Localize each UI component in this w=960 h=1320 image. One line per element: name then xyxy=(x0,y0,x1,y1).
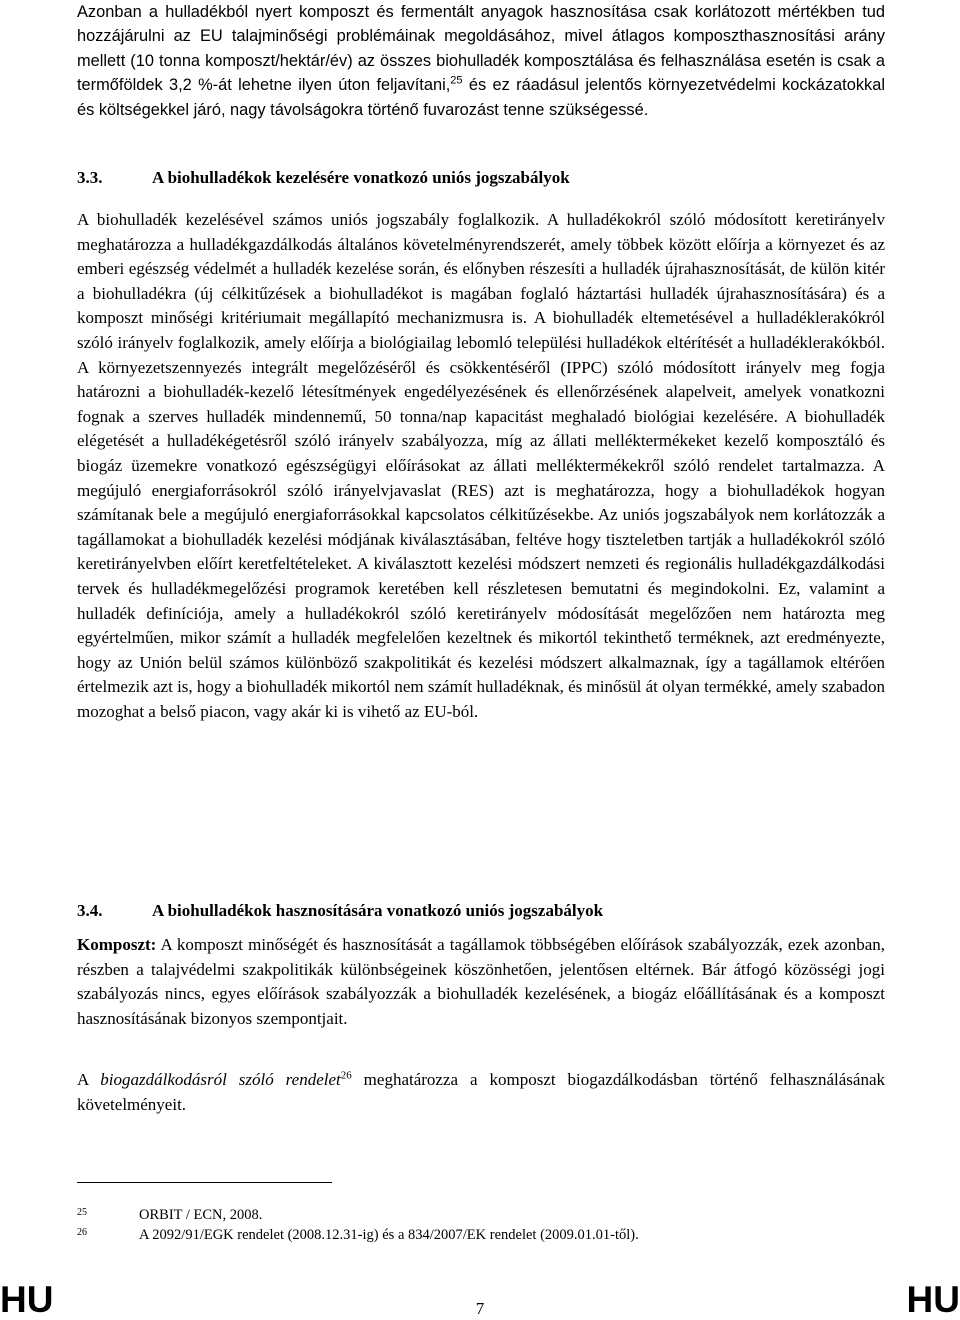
section-3-3-heading xyxy=(77,166,885,190)
footnote-ref-25[interactable]: 25 xyxy=(450,74,463,87)
footnote-25-text: ORBIT / ECN, 2008. xyxy=(139,1207,263,1223)
komposzt-paragraph xyxy=(77,933,885,1031)
section-3-3-number: 3.3. xyxy=(77,168,103,187)
footnote-ref-26[interactable]: 26 xyxy=(340,1069,352,1082)
intro-paragraph xyxy=(77,0,885,122)
footnote-25 xyxy=(77,1206,262,1224)
footnote-divider xyxy=(77,1182,332,1183)
section-3-4-title: A biohulladékok hasznosítására vonatkozó uniós jogszabályok xyxy=(152,901,604,920)
section-3-4-number: 3.4. xyxy=(77,901,103,920)
intro-text-part1: Azonban a hulladékból nyert komposzt és fermentált anyagok hasznosítása csak korlátozott mértékben tud hozzájárulni az EU talajminőségi problémáinak megoldásához, mivel átlagos komposzthasznosítási arány mellett (10 tonna komposzt/hektár/év) az összes biohulladék komposztálása és felhasználása esetén is csak a termőföldek 3,2 %-át lehetne ilyen úton feljavítani, xyxy=(77,3,885,95)
intro-text-part2: és ez ráadásul jelentős környezetvédelmi kockázatokkal és költségekkel járó, nagy távolságokra történő fuvarozást tenne szükségessé. xyxy=(77,76,885,119)
komposzt-body: A komposzt minőségét és hasznosítását a tagállamok többségében előírások szabályozzák, ezek azonban, részben a talajvédelmi szakpolitikák különbségeinek köszönhetően, jelentősen eltérnek. Bár átfogó közösségi jogi szabályozás nincs, egyes előírások szabályozzák a biohulladék kezelésének, a biogáz előállításának és a komposzt hasznosításának bizonyos szempontjait. xyxy=(77,935,885,1028)
bio-prefix: A xyxy=(77,1070,101,1089)
bio-regulation-title: biogazdálkodásról szóló rendelet xyxy=(100,1070,341,1089)
page-number: 7 xyxy=(475,1299,485,1318)
footer-language-left: HU xyxy=(0,1279,54,1320)
footnote-26 xyxy=(77,1226,639,1244)
section-3-3-title: A biohulladékok kezelésére vonatkozó uniós jogszabályok xyxy=(152,168,570,187)
section-3-4-heading xyxy=(77,899,885,923)
footnote-26-text: A 2092/91/EGK rendelet (2008.12.31-ig) és a 834/2007/EK rendelet (2009.01.01-től). xyxy=(139,1227,639,1243)
section-3-3-body: A biohulladék kezelésével számos uniós jogszabály foglalkozik. A hulladékokról szóló módosított keretirányelv meghatározza a hulladékgazdálkodás általános követelményrendszerét, amely többek között előírja a környezet és az emberi egészség védelmét a hulladék kezelése során, és előnyben részesíti a hulladék újrahasznosítását, de külön kitér a biohulladékra (új célkitűzések a biohulladékot is magában foglaló háztartási hulladék újrahasznosítására) és a komposzt minőségi kritériumait megállapító mechanizmusra is. A biohulladék eltemetésével a hulladéklerakókról szóló irányelv foglalkozik, amely előírja a biológiailag lebomló települési hulladékok eltérítését a hulladéklerakókból. A környezetszennyezés integrált megelőzéséről és csökkentéséről (IPPC) szóló módosított irányelv meg fogja határozni a biohulladék-kezelő létesítmények engedélyezésének és ellenőrzésének alapelveit, amelyek vonatkozni fognak a szerves hulladék mindennemű, 50 tonna/nap kapacitást meghaladó biológiai kezelésére. A biohulladék elégetését a hulladékégetésről szóló irányelv szabályozza, míg az állati melléktermékeket kezelő komposztáló és biogáz üzemekre vonatkozó egészségügyi előírásokat az állati melléktermékekről szóló rendelet tartalmazza. A megújuló energiaforrásokról szóló irányelvjavaslat (RES) azt is meghatározza, hogy a biohulladékok hogyan számítanak bele a megújuló energiaforrásokkal kapcsolatos célkitűzésekbe. Az uniós jogszabályok nem korlátozzák a tagállamokat a biohulladék kezelési módjának kiválasztásában, feltéve hogy tiszteletben tartják a hulladékokról szóló keretirányelvben előírt keretfeltételeket. A kiválasztott kezelési módszert nemzeti és regionális hulladékgazdálkodási tervek és hulladékmegelőzési programok keretében kell részletesen bemutatni és megindokolni. Ez, valamint a hulladék definíciója, amely a hulladékokról szóló keretirányelv módosítását megelőzően nem határozta meg egyértelműen, mikor számít a hulladék megfelelően kezeltnek és mikortól tekinthető terméknek, azt eredményezte, hogy az Unión belül számos különböző szakpolitikát és kezelési módszert alkalmaznak, így a tagállamok eltérően értelmezik azt is, hogy a biohulladék mikortól nem számít hulladéknak, és minősül át olyan termékké, amely szabadon mozoghat a belső piacon, vagy akár ki is vihető az EU-ból. xyxy=(77,210,885,721)
komposzt-label: Komposzt: xyxy=(77,935,157,954)
footer-language-right: HU xyxy=(906,1279,960,1320)
biogazdalkodas-paragraph xyxy=(77,1068,885,1117)
footnote-25-number: 25 xyxy=(77,1207,87,1218)
footnote-26-number: 26 xyxy=(77,1227,87,1238)
bio-suffix: meghatározza a komposzt biogazdálkodásban történő felhasználásának követelményeit. xyxy=(77,1070,885,1114)
